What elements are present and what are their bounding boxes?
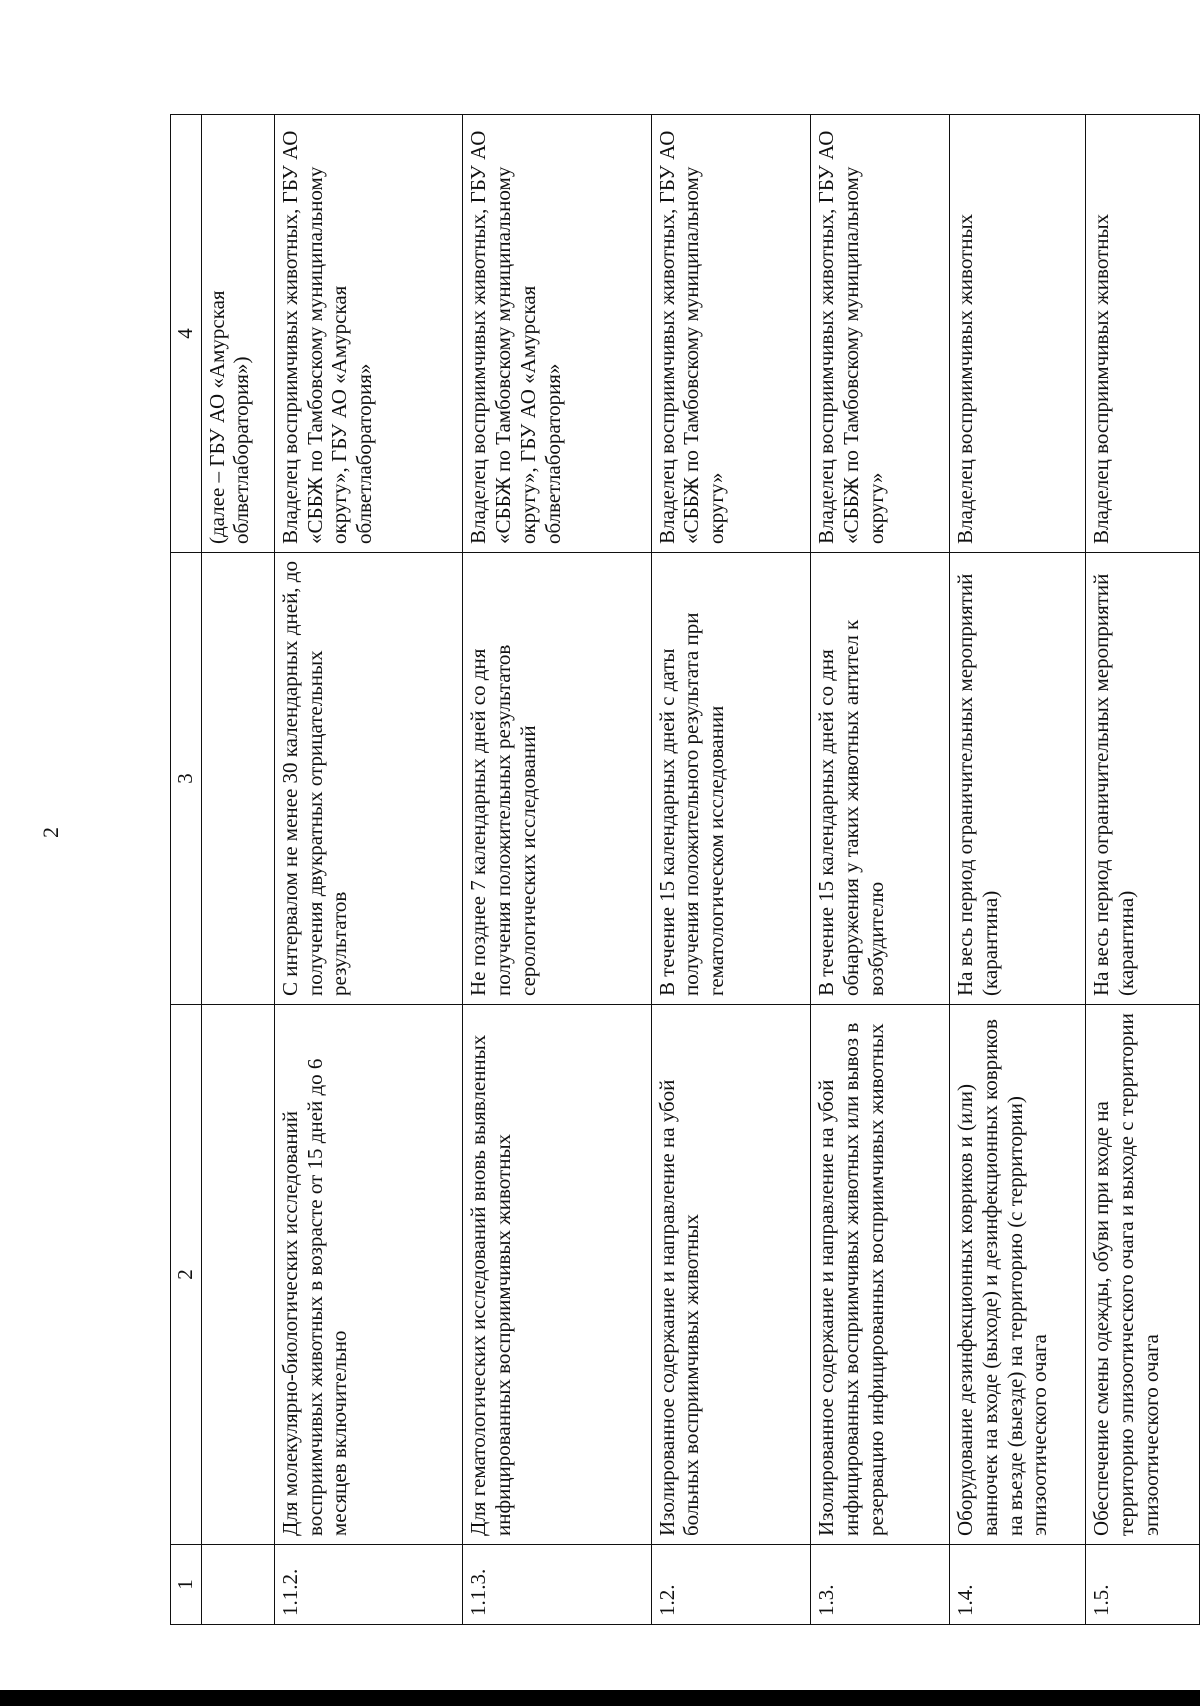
measure-cell: Для молекулярно-биологических исследований восприимчивых животных в возрасте от 15 дней до 6 месяцев включительно: [274, 1005, 462, 1545]
column-number: 2: [171, 1005, 202, 1545]
row-number-cell: 1.5.: [1086, 1545, 1200, 1625]
rotated-table-container: [170, 115, 1200, 1625]
table-row: [463, 115, 651, 1625]
table-row: [651, 115, 811, 1625]
term-cell: На весь период ограничительных мероприятий (карантина): [1086, 553, 1200, 1005]
scan-bottom-edge: [0, 1690, 1200, 1706]
measure-cell: [201, 1005, 274, 1545]
column-number: 4: [171, 115, 202, 553]
measure-cell: Изолированное содержание и направление на убой инфицированных восприимчивых животных или вывоз в резервацию инфицированных восприимчивых животных: [811, 1005, 950, 1545]
measure-cell: Для гематологических исследований вновь выявленных инфицированных восприимчивых животных: [463, 1005, 651, 1545]
table-row: [950, 115, 1086, 1625]
responsible-cell: Владелец восприимчивых животных, ГБУ АО «СББЖ по Тамбовскому муниципальному округу»: [651, 115, 811, 553]
responsible-cell: Владелец восприимчивых животных: [1086, 115, 1200, 553]
column-number: 1: [171, 1545, 202, 1625]
table-row: [811, 115, 950, 1625]
measure-cell: Оборудование дезинфекционных ковриков и (или) ванночек на входе (выходе) и дезинфекционных ковриков на въезде (выезде) на территорию (с территории) эпизоотического очага: [950, 1005, 1086, 1545]
row-number-cell: 1.3.: [811, 1545, 950, 1625]
term-cell: Не позднее 7 календарных дней со дня получения положительных результатов серологических исследований: [463, 553, 651, 1005]
measure-cell: Обеспечение смены одежды, обуви при входе на территорию эпизоотического очага и выходе с территории эпизоотического очага: [1086, 1005, 1200, 1545]
table-row: [274, 115, 462, 1625]
measures-table: [170, 114, 1200, 1625]
responsible-cell: Владелец восприимчивых животных, ГБУ АО «СББЖ по Тамбовскому муниципальному округу»: [811, 115, 950, 553]
responsible-cell: Владелец восприимчивых животных, ГБУ АО «СББЖ по Тамбовскому муниципальному округу», ГБУ АО «Амурская облветлаборатория»: [274, 115, 462, 553]
row-number-cell: 1.1.3.: [463, 1545, 651, 1625]
table-row: [201, 115, 274, 1625]
measure-cell: Изолированное содержание и направление на убой больных восприимчивых животных: [651, 1005, 811, 1545]
row-number-cell: 1.1.2.: [274, 1545, 462, 1625]
term-cell: На весь период ограничительных мероприятий (карантина): [950, 553, 1086, 1005]
term-cell: В течение 15 календарных дней с даты получения положительного результата при гематологическом исследовании: [651, 553, 811, 1005]
page-number: 2: [38, 827, 63, 838]
term-cell: В течение 15 календарных дней со дня обнаружения у таких животных антител к возбудителю: [811, 553, 950, 1005]
term-cell: С интервалом не менее 30 календарных дней, до получения двукратных отрицательных результатов: [274, 553, 462, 1005]
row-number-cell: 1.2.: [651, 1545, 811, 1625]
table-row: [1086, 115, 1200, 1625]
column-number: 3: [171, 553, 202, 1005]
column-number-row: [171, 115, 202, 1625]
responsible-cell: (далее – ГБУ АО «Амурская облветлаборатория»): [201, 115, 274, 553]
responsible-cell: Владелец восприимчивых животных, ГБУ АО «СББЖ по Тамбовскому муниципальному округу», ГБУ АО «Амурская облветлаборатория»: [463, 115, 651, 553]
term-cell: [201, 553, 274, 1005]
row-number-cell: 1.4.: [950, 1545, 1086, 1625]
responsible-cell: Владелец восприимчивых животных: [950, 115, 1086, 553]
row-number-cell: [201, 1545, 274, 1625]
